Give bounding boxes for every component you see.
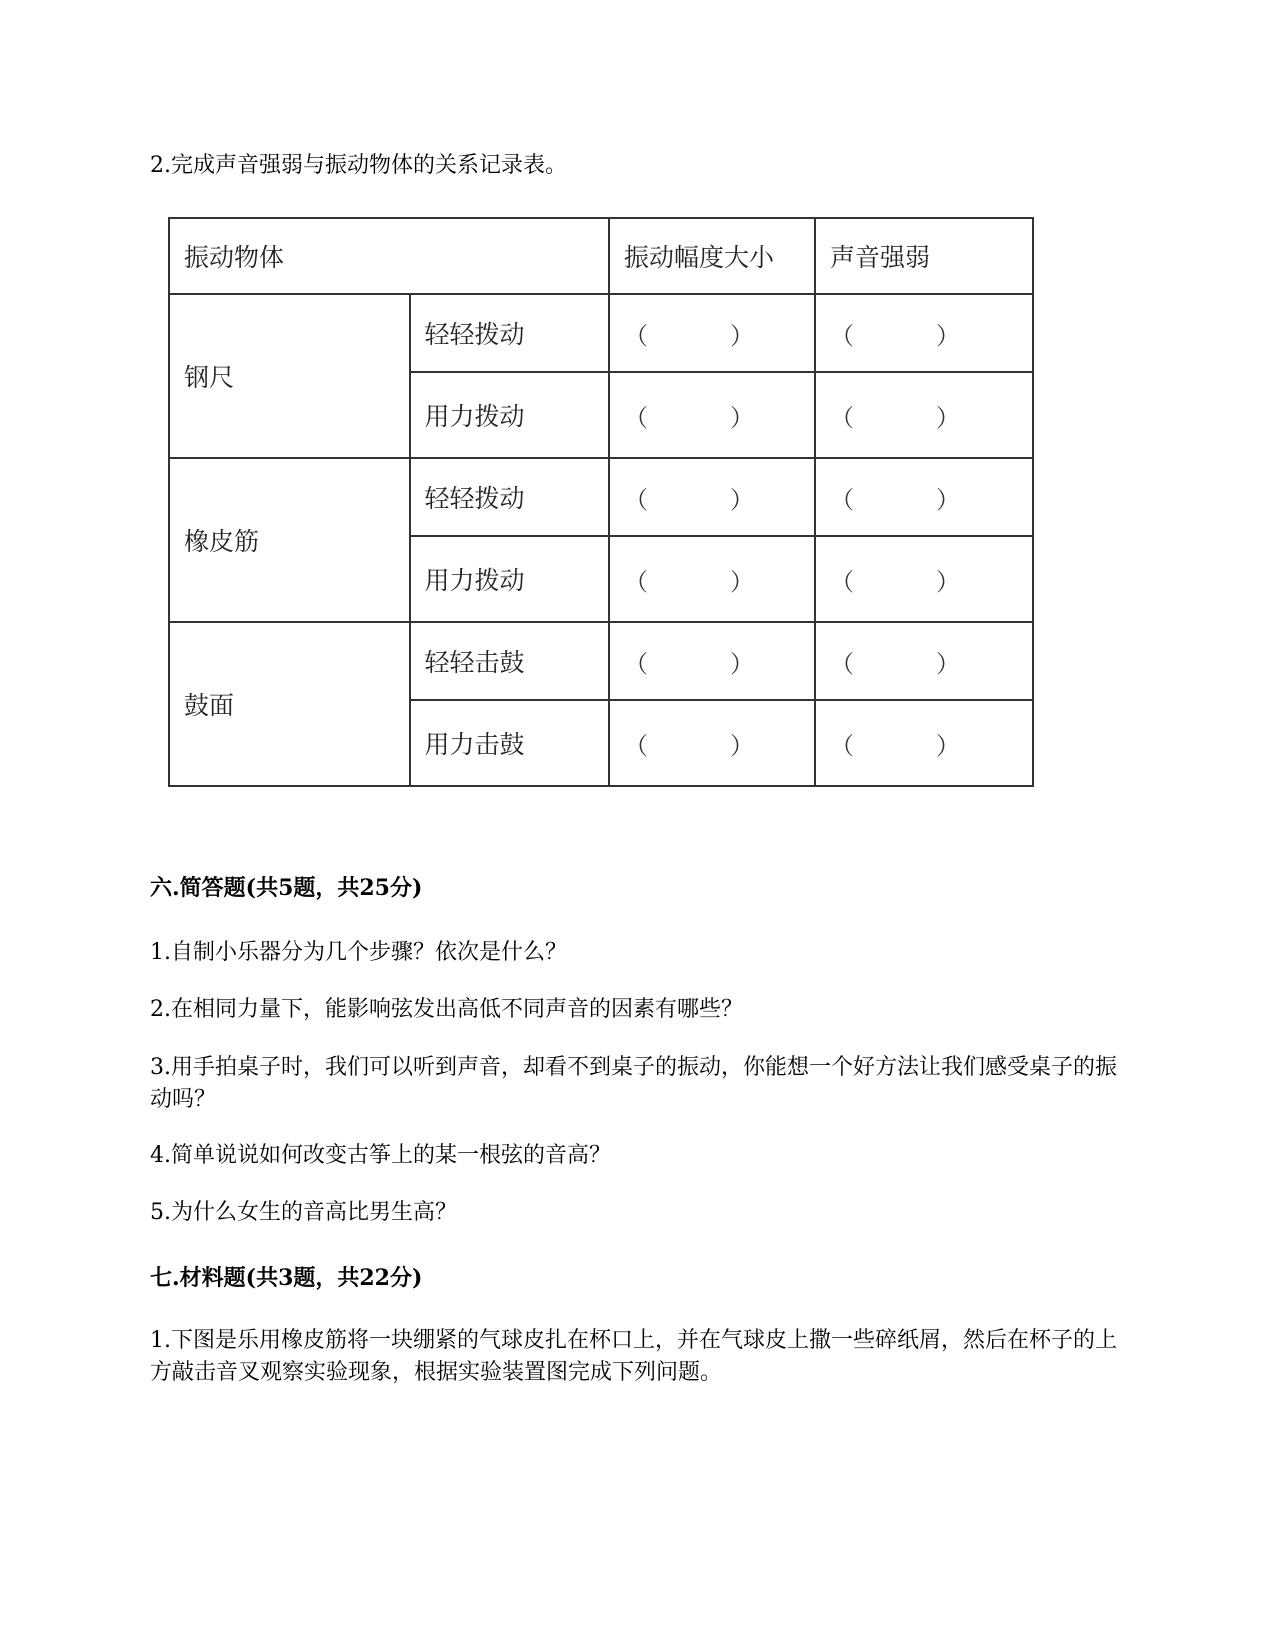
amplitude-blank[interactable]: （ ） — [609, 372, 815, 458]
action-cell: 用力拨动 — [410, 536, 609, 622]
object-cell: 钢尺 — [169, 294, 410, 458]
header-cell: 声音强弱 — [815, 218, 1033, 294]
table-row — [169, 622, 1033, 700]
section7-heading: 七.材料题(共3题，共22分) — [150, 1265, 423, 1291]
question-item: 3.用手拍桌子时，我们可以听到声音，却看不到桌子的振动，你能想一个好方法让我们感受桌子的振动吗？ — [150, 1055, 1117, 1112]
question-item: 1.自制小乐器分为几个步骤？依次是什么？ — [150, 940, 567, 965]
loudness-blank[interactable]: （ ） — [815, 536, 1033, 622]
loudness-blank[interactable]: （ ） — [815, 294, 1033, 372]
section6-heading: 六.简答题(共5题，共25分) — [150, 875, 423, 901]
action-cell: 轻轻击鼓 — [410, 622, 609, 700]
question-item: 1.下图是乐用橡皮筋将一块绷紧的气球皮扎在杯口上，并在气球皮上撒一些碎纸屑，然后在杯子的上方敲击音叉观察实验现象，根据实验装置图完成下列问题。 — [150, 1328, 1117, 1385]
amplitude-blank[interactable]: （ ） — [609, 536, 815, 622]
question-item: 5.为什么女生的音高比男生高？ — [150, 1200, 457, 1225]
loudness-blank[interactable]: （ ） — [815, 458, 1033, 536]
action-cell: 轻轻拨动 — [410, 458, 609, 536]
action-cell: 用力拨动 — [410, 372, 609, 458]
question-item: 4.简单说说如何改变古筝上的某一根弦的音高？ — [150, 1143, 611, 1168]
question-item: 2.在相同力量下，能影响弦发出高低不同声音的因素有哪些？ — [150, 997, 743, 1022]
table-row — [169, 294, 1033, 372]
amplitude-blank[interactable]: （ ） — [609, 622, 815, 700]
amplitude-blank[interactable]: （ ） — [609, 458, 815, 536]
amplitude-blank[interactable]: （ ） — [609, 294, 815, 372]
record-table — [168, 217, 1034, 787]
loudness-blank[interactable]: （ ） — [815, 700, 1033, 786]
object-cell: 橡皮筋 — [169, 458, 410, 622]
header-cell: 振动物体 — [169, 218, 609, 294]
table-header-row — [169, 218, 1033, 294]
object-cell: 鼓面 — [169, 622, 410, 786]
table-row — [169, 458, 1033, 536]
intro-text: 2.完成声音强弱与振动物体的关系记录表。 — [150, 153, 567, 178]
loudness-blank[interactable]: （ ） — [815, 372, 1033, 458]
header-cell: 振动幅度大小 — [609, 218, 815, 294]
action-cell: 轻轻拨动 — [410, 294, 609, 372]
action-cell: 用力击鼓 — [410, 700, 609, 786]
loudness-blank[interactable]: （ ） — [815, 622, 1033, 700]
amplitude-blank[interactable]: （ ） — [609, 700, 815, 786]
